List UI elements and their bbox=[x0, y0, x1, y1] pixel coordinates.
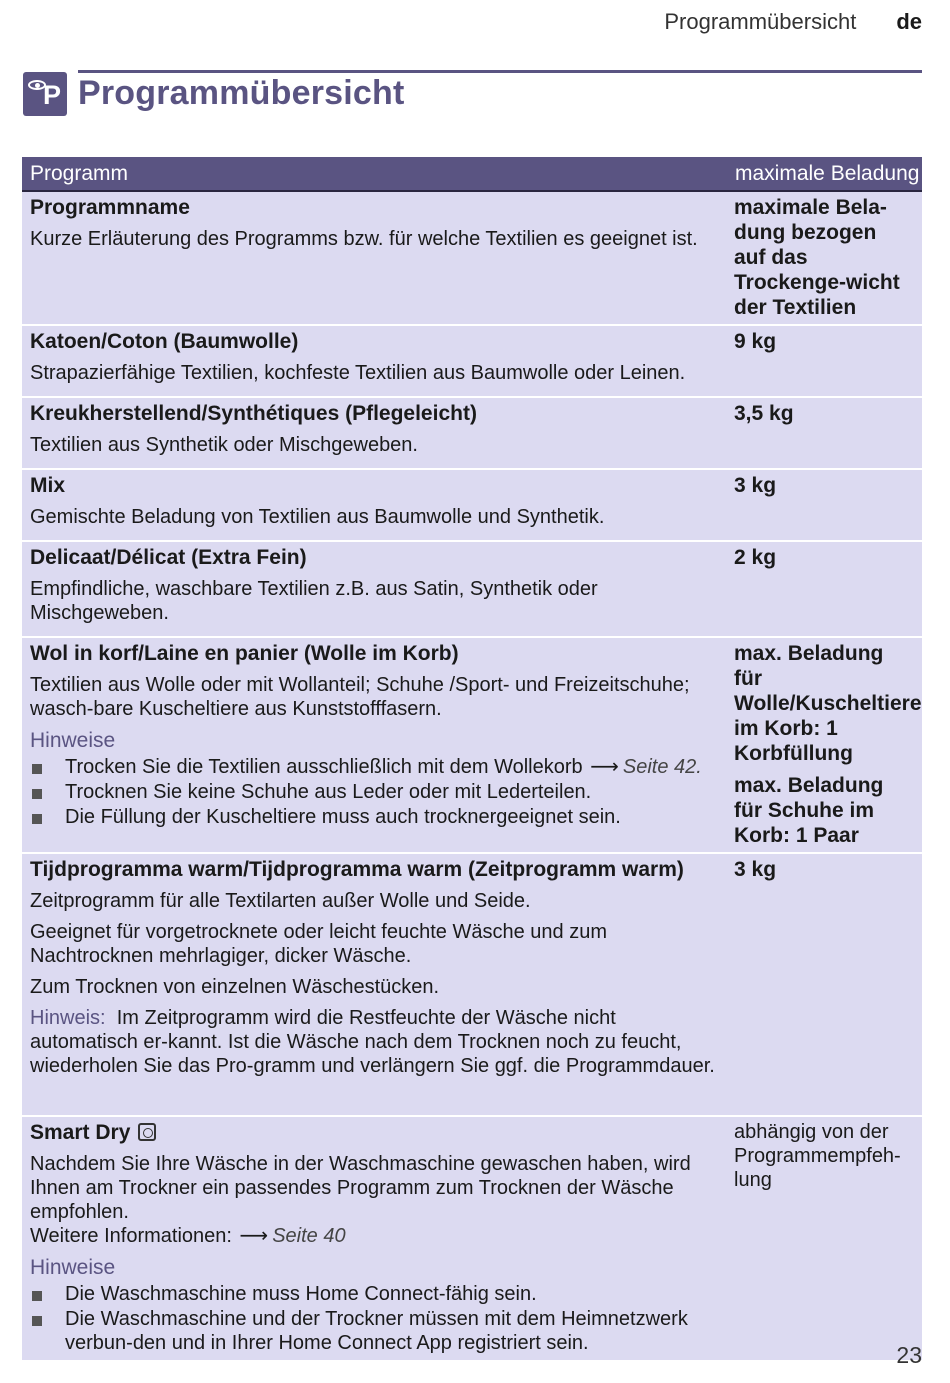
program-description: Empfindliche, waschbare Textilien z.B. aus Satin, Synthetik oder Mischgeweben. bbox=[30, 578, 598, 624]
table-row-timed bbox=[22, 854, 922, 1115]
table-row-wool bbox=[22, 638, 922, 852]
program-load: max. Beladung für Wolle/Kuscheltiere im Korb: 1 Korbfüllung bbox=[734, 642, 922, 765]
page-reference: Seite 42. bbox=[622, 756, 702, 778]
hint-text: Trocken Sie die Textilien ausschließlich mit dem Wollekorb bbox=[65, 756, 583, 778]
program-description: Nachdem Sie Ihre Wäsche in der Waschmaschine gewaschen haben, wird Ihnen am Trockner ein passendes Programm zum Trocknen der Wäsche empfohlen. bbox=[30, 1153, 691, 1223]
table-row bbox=[22, 470, 922, 540]
program-name: Delicaat/Délicat (Extra Fein) bbox=[30, 546, 307, 569]
program-description: Gemischte Beladung von Textilien aus Baumwolle und Synthetik. bbox=[30, 506, 605, 528]
list-item: Die Füllung der Kuscheltiere muss auch trocknergeeignet sein. bbox=[30, 805, 719, 829]
running-head-section: Programmübersicht bbox=[664, 9, 857, 34]
title-rule bbox=[78, 70, 922, 73]
table-row-smart-dry bbox=[22, 1117, 922, 1360]
program-load: max. Beladung für Schuhe im Korb: 1 Paar bbox=[734, 774, 884, 847]
hints-title: Hinweise bbox=[30, 729, 116, 752]
table-row-legend bbox=[22, 192, 922, 324]
page-number: 23 bbox=[896, 1342, 922, 1368]
program-name: Wol in korf/Laine en panier (Wolle im Korb) bbox=[30, 642, 459, 665]
header-max-load: maximale Beladung bbox=[735, 161, 920, 185]
table-row bbox=[22, 326, 922, 396]
program-load: maximale Bela-dung bezogen auf das Trockenge-wicht der Textilien bbox=[734, 196, 900, 319]
running-head bbox=[664, 9, 922, 35]
language-code: de bbox=[896, 9, 922, 34]
smart-dry-icon bbox=[138, 1123, 156, 1141]
program-description: Strapazierfähige Textilien, kochfeste Textilien aus Baumwolle oder Leinen. bbox=[30, 362, 686, 384]
program-description: Geeignet für vorgetrocknete oder leicht feuchte Wäsche und zum Nachtrocknen mehrlagiger, dicker Wäsche. bbox=[30, 921, 607, 967]
hints-title: Hinweise bbox=[30, 1256, 116, 1279]
program-load: 3,5 kg bbox=[734, 402, 794, 425]
program-table bbox=[22, 157, 922, 1362]
program-load: 3 kg bbox=[734, 474, 777, 497]
page-title: Programmübersicht bbox=[78, 74, 405, 112]
program-load: 2 kg bbox=[734, 546, 777, 569]
page-reference: Seite 40 bbox=[272, 1225, 346, 1247]
hints-list bbox=[30, 755, 719, 829]
list-item: Die Waschmaschine muss Home Connect-fähig sein. bbox=[30, 1282, 719, 1306]
arrow-right-icon: ⟶ bbox=[239, 1225, 269, 1247]
more-info bbox=[30, 1224, 719, 1248]
arrow-right-icon: ⟶ bbox=[590, 756, 619, 778]
program-hint bbox=[30, 1006, 719, 1078]
list-item: Trocknen Sie keine Schuhe aus Leder oder mit Lederteilen. bbox=[30, 780, 719, 804]
hints-list bbox=[30, 1282, 719, 1355]
table-row bbox=[22, 398, 922, 468]
list-item bbox=[30, 755, 719, 779]
hint-label: Hinweis: bbox=[30, 1007, 106, 1029]
list-item: Die Waschmaschine und der Trockner müssen mit dem Heimnetzwerk verbun-den und in Ihrer Home Connect App registriert sein. bbox=[30, 1307, 719, 1355]
program-description: Textilien aus Wolle oder mit Wollanteil; Schuhe /Sport- und Freizeitschuhe; wasch-bare Kuscheltiere aus Kunststofffasern. bbox=[30, 674, 690, 720]
program-load: 3 kg bbox=[734, 858, 777, 881]
table-header bbox=[22, 157, 922, 192]
program-name: Mix bbox=[30, 474, 66, 497]
program-name: Katoen/Coton (Baumwolle) bbox=[30, 330, 299, 353]
program-description: Kurze Erläuterung des Programms bzw. für welche Textilien es geeignet ist. bbox=[30, 228, 698, 250]
program-load: abhängig von der Programmempfeh-lung bbox=[734, 1121, 901, 1191]
program-description: Zeitprogramm für alle Textilarten außer Wolle und Seide. bbox=[30, 890, 531, 912]
program-name bbox=[30, 1120, 719, 1145]
program-description: Zum Trocknen von einzelnen Wäschestücken. bbox=[30, 976, 440, 998]
program-description: Textilien aus Synthetik oder Mischgeweben. bbox=[30, 434, 418, 456]
program-name: Programmname bbox=[30, 196, 190, 219]
program-name: Kreukherstellend/Synthétiques (Pflegeleicht) bbox=[30, 402, 477, 425]
program-name-text: Smart Dry bbox=[30, 1121, 131, 1144]
program-name: Tijdprogramma warm/Tijdprogramma warm (Zeitprogramm warm) bbox=[30, 858, 684, 881]
program-overview-icon: P bbox=[23, 72, 67, 116]
program-load: 9 kg bbox=[734, 330, 777, 353]
more-info-text: Weitere Informationen: bbox=[30, 1225, 232, 1247]
table-row bbox=[22, 542, 922, 636]
header-program: Programm bbox=[30, 161, 129, 185]
hint-text: Im Zeitprogramm wird die Restfeuchte der Wäsche nicht automatisch er-kannt. Ist die Wäsche nach dem Trocknen noch zu feucht, wiederholen Sie das Pro-gramm und verlängern Sie ggf. die Programmdauer. bbox=[30, 1007, 715, 1077]
